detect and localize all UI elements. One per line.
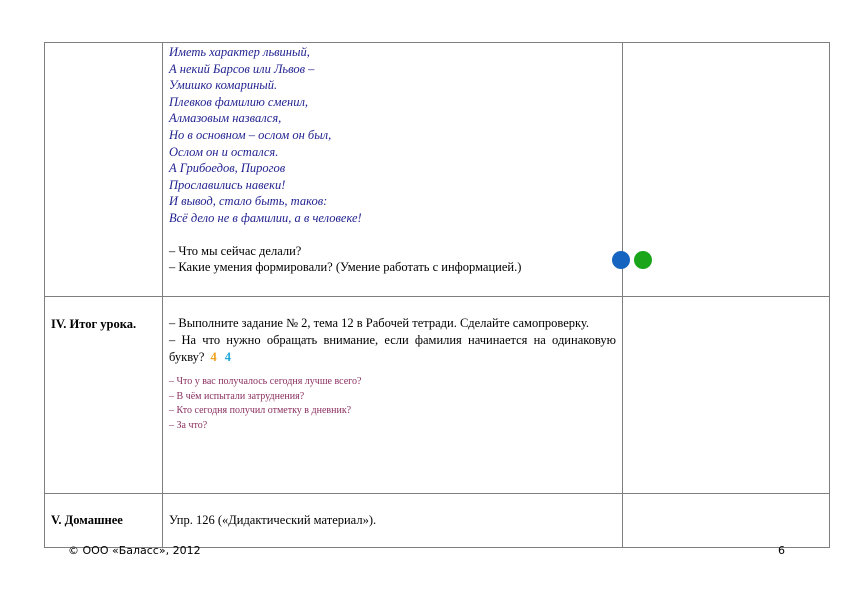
poem-line: А Грибоедов, Пирогов xyxy=(169,161,286,176)
stage-title-cell: IV. Итог урока. xyxy=(45,297,163,494)
question-text: – Какие умения формировали? (Умение работать с информацией.) xyxy=(169,260,522,275)
question-line-with-dots xyxy=(169,259,616,276)
content-cell-stage4 xyxy=(163,297,623,494)
content-cell-poem xyxy=(163,43,623,297)
poem-block xyxy=(169,43,616,227)
lesson-table xyxy=(44,42,830,548)
stage-title-cell: V. Домашнее xyxy=(45,494,163,548)
blue-circle-icon xyxy=(612,251,630,269)
reflection-line: – Что у вас получалось сегодня лучше всего? xyxy=(169,376,362,388)
page-number: 6 xyxy=(778,544,785,557)
poem-line: Алмазовым назвался, xyxy=(169,111,282,126)
dots-group xyxy=(608,251,652,269)
table-row-poem xyxy=(45,43,830,297)
notes-cell xyxy=(623,297,830,494)
reflection-line: – В чём испытали затруднения? xyxy=(169,390,305,402)
green-circle-icon xyxy=(634,251,652,269)
table-row-stage4 xyxy=(45,297,830,494)
poem-line: Умишко комариный. xyxy=(169,78,278,93)
stage4-content xyxy=(169,297,616,433)
task-text: – На что нужно обращать внимание, если фамилия начинается на одинаковую букву? xyxy=(169,332,616,364)
table-row-stage5 xyxy=(45,494,830,548)
poem-line: А некий Барсов или Львов – xyxy=(169,61,315,76)
content-cell-stage5 xyxy=(163,494,623,548)
task-line-numbers xyxy=(169,332,616,366)
notes-cell xyxy=(623,43,830,297)
poem-line: Всё дело не в фамилии, а в человеке! xyxy=(169,210,362,225)
poem-line: Иметь характер львиный, xyxy=(169,45,310,59)
poem-line: Прославились навеки! xyxy=(169,177,286,192)
task-line: – Выполните задание № 2, тема 12 в Рабочей тетради. Сделайте самопроверку. xyxy=(169,316,590,330)
questions-block xyxy=(169,243,616,276)
poem-line: Плевков фамилию сменил, xyxy=(169,94,309,109)
question-line: – Что мы сейчас делали? xyxy=(169,243,302,258)
poem-line: Ослом он и остался. xyxy=(169,144,279,159)
footer-copyright: © ООО «Баласс», 2012 xyxy=(68,544,201,557)
stage-cell-empty xyxy=(45,43,163,297)
notes-cell xyxy=(623,494,830,548)
number-orange: 4 xyxy=(210,349,217,364)
number-cyan: 4 xyxy=(224,349,231,364)
poem-line: Но в основном – ослом он был, xyxy=(169,127,332,142)
poem-line: И вывод, стало быть, таков: xyxy=(169,194,328,209)
reflection-block xyxy=(169,375,616,433)
reflection-line: – Кто сегодня получил отметку в дневник? xyxy=(169,405,352,417)
reflection-line: – За что? xyxy=(169,419,208,431)
homework-text: Упр. 126 («Дидактический материал»). xyxy=(169,513,377,527)
